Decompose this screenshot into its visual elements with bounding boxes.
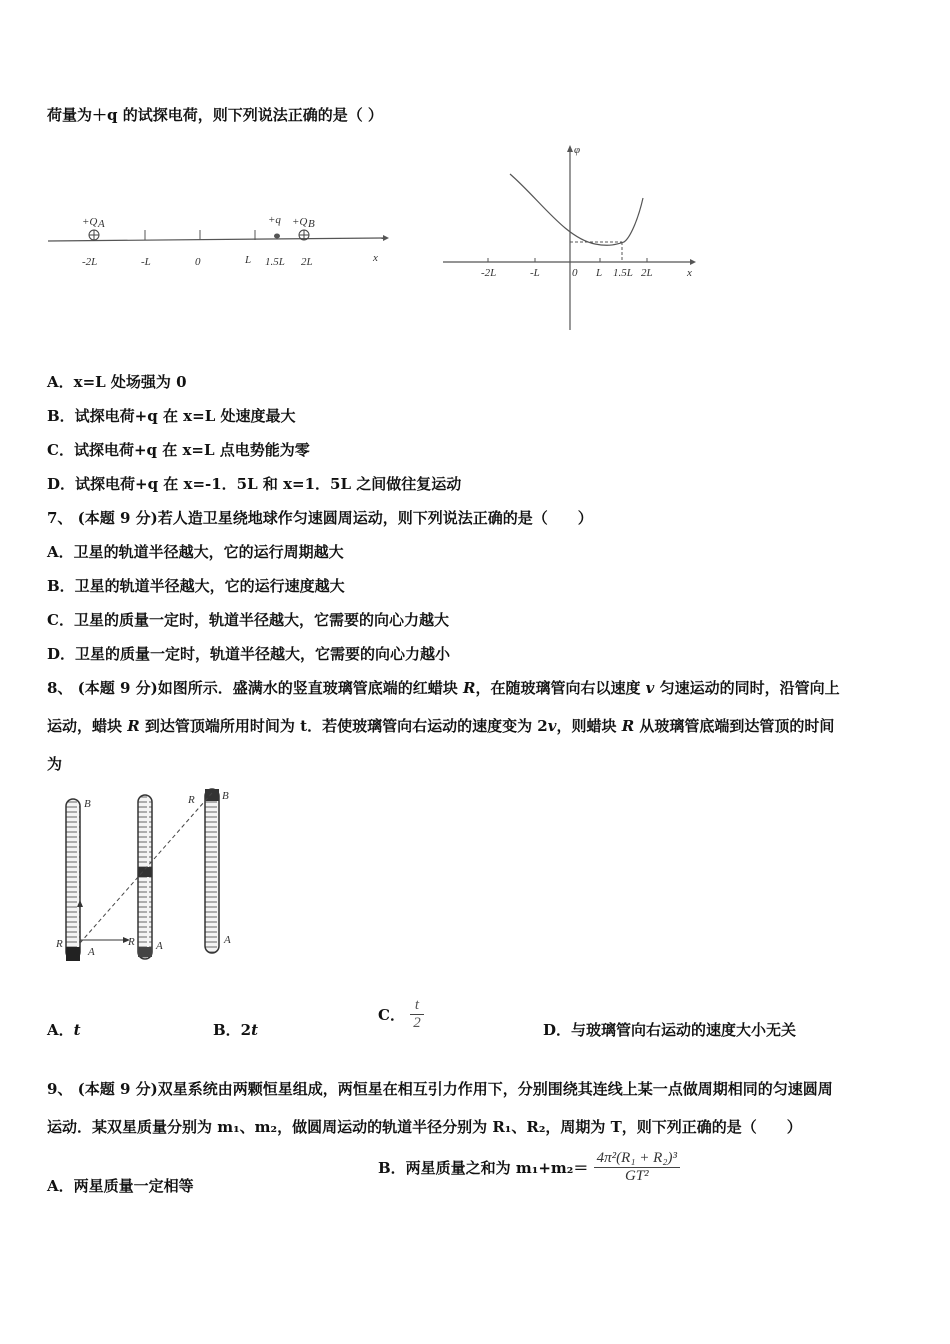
- axis-label-phi: φ: [574, 144, 581, 156]
- q8-stem-text: ，则蜡块: [556, 717, 622, 735]
- tick-label: L: [596, 267, 603, 279]
- tube-label: A: [88, 946, 95, 958]
- glass-tube-figure: [50, 785, 245, 970]
- tick-label: -L: [141, 256, 151, 268]
- q8-stem-line1: [47, 677, 840, 698]
- q6-option-a: A．x=L 处场强为 0: [47, 373, 187, 391]
- q8-var-r: R: [462, 679, 476, 697]
- q8-option-c: [378, 997, 424, 1032]
- q9-option-b: [378, 1150, 680, 1185]
- question-intro: 荷量为＋q 的试探电荷，则下列说法正确的是（ ）: [47, 106, 383, 124]
- q6-option-d: D．试探电荷+q 在 x=-1．5L 和 x=1．5L 之间做往复运动: [47, 475, 462, 493]
- option-value: t: [73, 1021, 81, 1039]
- q8-stem-line2: [47, 715, 834, 736]
- tube-label: A: [224, 934, 231, 946]
- q8-stem-text: 到达管顶端所用时间为 t．若使玻璃管向右运动的速度变为 2: [139, 717, 548, 735]
- tube-label: A: [156, 940, 163, 952]
- tube-label: B: [222, 790, 229, 802]
- q8-var-r: R: [127, 717, 140, 735]
- q8-var-v: v: [645, 679, 655, 697]
- fraction-denominator: 2: [413, 1015, 421, 1031]
- q7-option-b: B．卫星的轨道半径越大，它的运行速度越大: [47, 577, 345, 595]
- option-label: B．两星质量之和为 m₁+m₂＝: [378, 1159, 589, 1177]
- option-label: B．2: [213, 1021, 252, 1039]
- tube-label: R: [188, 794, 195, 806]
- tick-label: 2L: [301, 256, 313, 268]
- charge-sub-a: A: [98, 218, 105, 230]
- charge-axis-figure: [45, 205, 395, 275]
- fraction-denominator: GT²: [624, 1168, 649, 1184]
- charge-label-q: +q: [268, 214, 281, 226]
- potential-graph-figure: [440, 140, 705, 335]
- q7-option-a: A．卫星的轨道半径越大，它的运行周期越大: [47, 543, 344, 561]
- q6-option-b: B．试探电荷+q 在 x=L 处速度最大: [47, 407, 296, 425]
- q8-option-a: [47, 1019, 81, 1040]
- fraction-numerator: t: [410, 997, 424, 1015]
- tube-label: R: [128, 936, 135, 948]
- q7-option-c: C．卫星的质量一定时，轨道半径越大，它需要的向心力越大: [47, 611, 449, 629]
- charge-label-qb: +Q: [292, 216, 308, 228]
- option-label: A．: [47, 1021, 74, 1039]
- tube-label: B: [84, 798, 91, 810]
- q8-option-b: [213, 1019, 258, 1040]
- q8-stem-text: 8、 (本题 9 分)如图所示．盛满水的竖直玻璃管底端的红蜡块: [47, 679, 463, 697]
- q8-var-v: v: [547, 717, 557, 735]
- axis-label-x: x: [687, 267, 692, 279]
- q9-stem-line1: 9、 (本题 9 分)双星系统由两颗恒星组成，两恒星在相互引力作用下，分别围绕其连线上某一点做周期相同的匀速圆周: [47, 1080, 833, 1098]
- tick-label: 0: [195, 256, 201, 268]
- tick-label: 0: [572, 267, 578, 279]
- fraction-t-over-2: [410, 997, 424, 1032]
- q9-option-a: A．两星质量一定相等: [47, 1177, 194, 1195]
- charge-sub-b: B: [308, 218, 315, 230]
- q8-stem-text: ，在随玻璃管向右以速度: [475, 679, 646, 697]
- q9-stem-line2: 运动．某双星质量分别为 m₁、m₂，做圆周运动的轨道半径分别为 R₁、R₂，周期为 T，则下列正确的是（ ）: [47, 1118, 802, 1136]
- tick-label: 1.5L: [265, 256, 285, 268]
- option-label: C．: [378, 1006, 405, 1024]
- tick-label: -2L: [82, 256, 98, 268]
- option-value: t: [251, 1021, 259, 1039]
- axis-label-x: x: [373, 252, 378, 264]
- tube-label: R: [56, 938, 63, 950]
- q8-stem-line3: 为: [47, 755, 63, 773]
- q8-option-d: D．与玻璃管向右运动的速度大小无关: [543, 1021, 797, 1039]
- charge-label-qa: +Q: [82, 216, 98, 228]
- q8-var-r: R: [621, 717, 635, 735]
- q7-option-d: D．卫星的质量一定时，轨道半径越大，它需要的向心力越小: [47, 645, 451, 663]
- tick-label: 2L: [641, 267, 653, 279]
- fraction-numerator: 4π²(R₁ + R₂)³: [594, 1150, 680, 1168]
- tick-label: -2L: [481, 267, 497, 279]
- mass-sum-formula: [594, 1150, 680, 1185]
- q7-stem: 7、 (本题 9 分)若人造卫星绕地球作匀速圆周运动，则下列说法正确的是（ ）: [47, 509, 593, 527]
- q8-stem-text: 匀速运动的同时，沿管向上: [654, 679, 840, 697]
- tick-label: -L: [530, 267, 540, 279]
- q8-stem-text: 运动，蜡块: [47, 717, 128, 735]
- tick-label: L: [245, 254, 252, 266]
- tick-label: 1.5L: [613, 267, 633, 279]
- q6-option-c: C．试探电荷+q 在 x=L 点电势能为零: [47, 441, 310, 459]
- q8-stem-text: 从玻璃管底端到达管顶的时间: [634, 717, 835, 735]
